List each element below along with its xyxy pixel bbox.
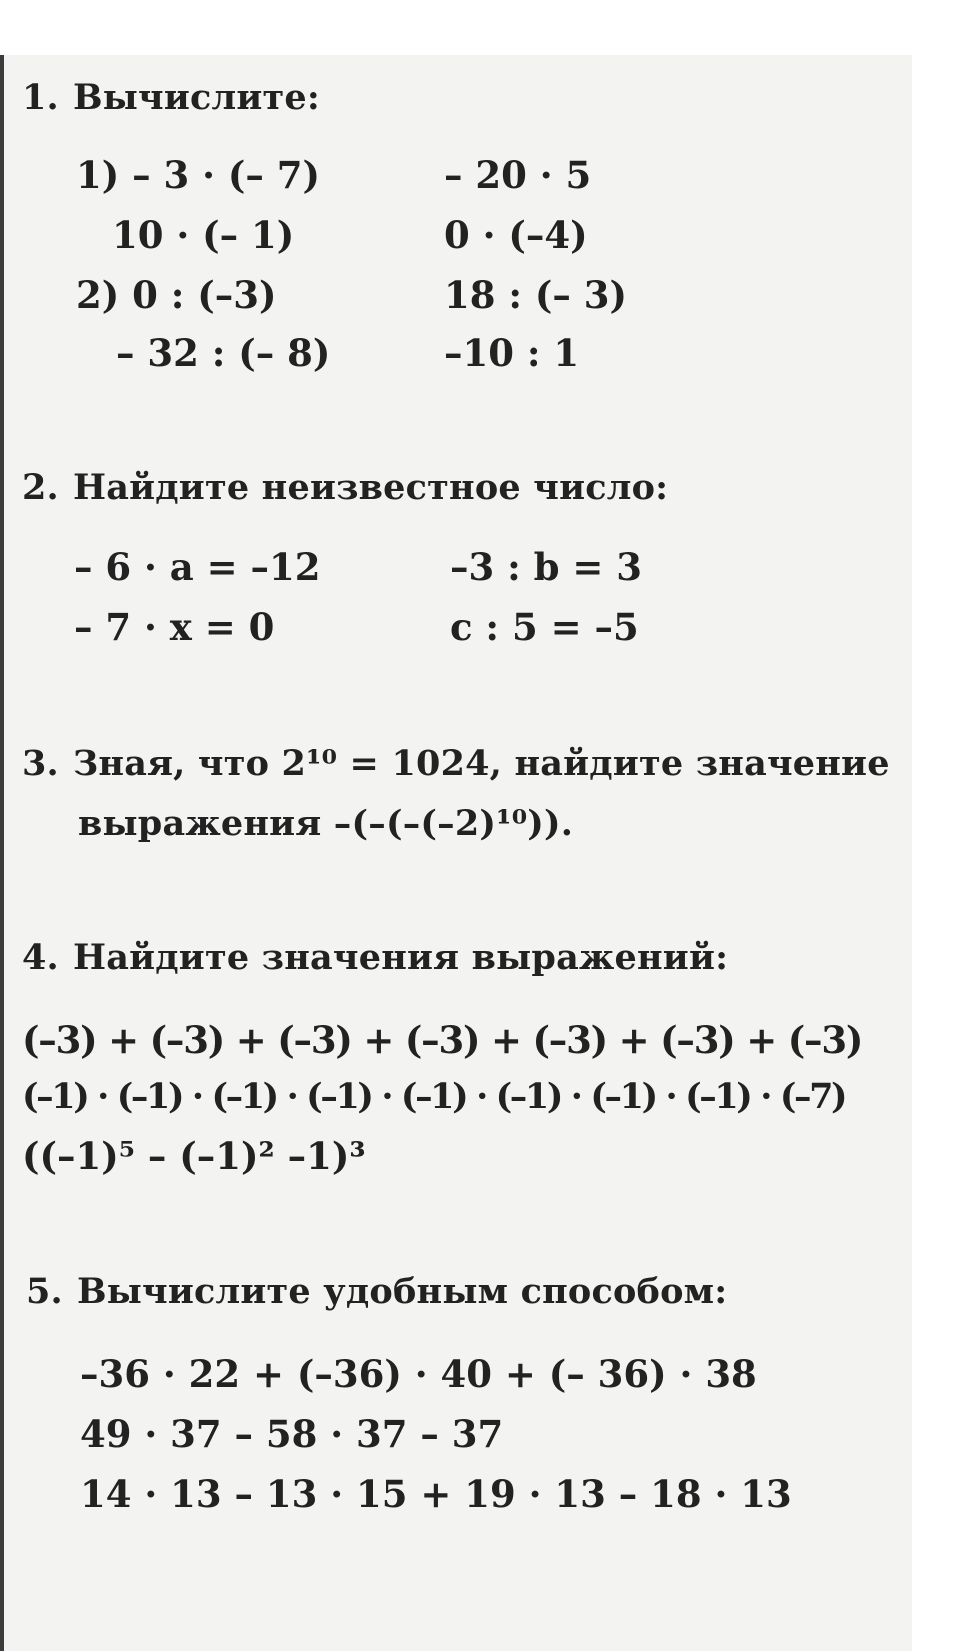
task-1-heading <box>22 77 320 118</box>
task-3-line-1 <box>22 743 890 784</box>
task-4-number: 4. <box>22 937 59 978</box>
task-5-number: 5. <box>26 1271 63 1312</box>
task-2-row-1-right: –3 : b = 3 <box>450 545 643 589</box>
task-5-heading <box>26 1271 727 1312</box>
task-4-expression-2: (–1) · (–1) · (–1) · (–1) · (–1) · (–1) · (–1) · (–1) · (–7) <box>22 1076 846 1117</box>
task-5-expression-2: 49 · 37 – 58 · 37 – 37 <box>80 1412 504 1456</box>
task-4-expression-3: ((–1)⁵ – (–1)² –1)³ <box>22 1134 366 1178</box>
task-1-row-4-right: –10 : 1 <box>444 331 580 375</box>
task-3-line-2: выражения –(–(–(–2)¹⁰)). <box>78 803 574 844</box>
task-2-heading <box>22 467 668 508</box>
task-1-row-4-left: – 32 : (– 8) <box>116 331 331 375</box>
task-2-row-2-left: – 7 · x = 0 <box>74 605 275 649</box>
task-5-title: Вычислите удобным способом: <box>76 1271 728 1312</box>
task-1-row-3-right: 18 : (– 3) <box>444 273 628 317</box>
task-4-heading <box>22 937 728 978</box>
task-4-expression-1: (–3) + (–3) + (–3) + (–3) + (–3) + (–3) + (–3) <box>22 1018 863 1062</box>
task-1-row-1-right: – 20 · 5 <box>444 153 592 197</box>
task-2-row-1-left: – 6 · a = –12 <box>74 545 321 589</box>
task-1-row-1-left: 1) – 3 · (– 7) <box>76 153 321 197</box>
task-3-text-1: Зная, что 2¹⁰ = 1024, найдите значение <box>72 743 890 784</box>
task-1-row-2-left: 10 · (– 1) <box>112 213 295 257</box>
task-5-expression-1: –36 · 22 + (–36) · 40 + (– 36) · 38 <box>80 1352 757 1396</box>
task-1-number: 1. <box>22 77 59 118</box>
task-2-title: Найдите неизвестное число: <box>72 467 669 508</box>
task-2-row-2-right: c : 5 = –5 <box>450 605 639 649</box>
task-1-row-3-left: 2) 0 : (–3) <box>76 273 277 317</box>
worksheet-page <box>0 55 912 1651</box>
task-3-number: 3. <box>22 743 59 784</box>
task-5-expression-3: 14 · 13 – 13 · 15 + 19 · 13 – 18 · 13 <box>80 1472 792 1516</box>
task-2-number: 2. <box>22 467 59 508</box>
task-4-title: Найдите значения выражений: <box>72 937 729 978</box>
task-1-row-2-right: 0 · (–4) <box>444 213 588 257</box>
task-1-title: Вычислите: <box>72 77 321 118</box>
